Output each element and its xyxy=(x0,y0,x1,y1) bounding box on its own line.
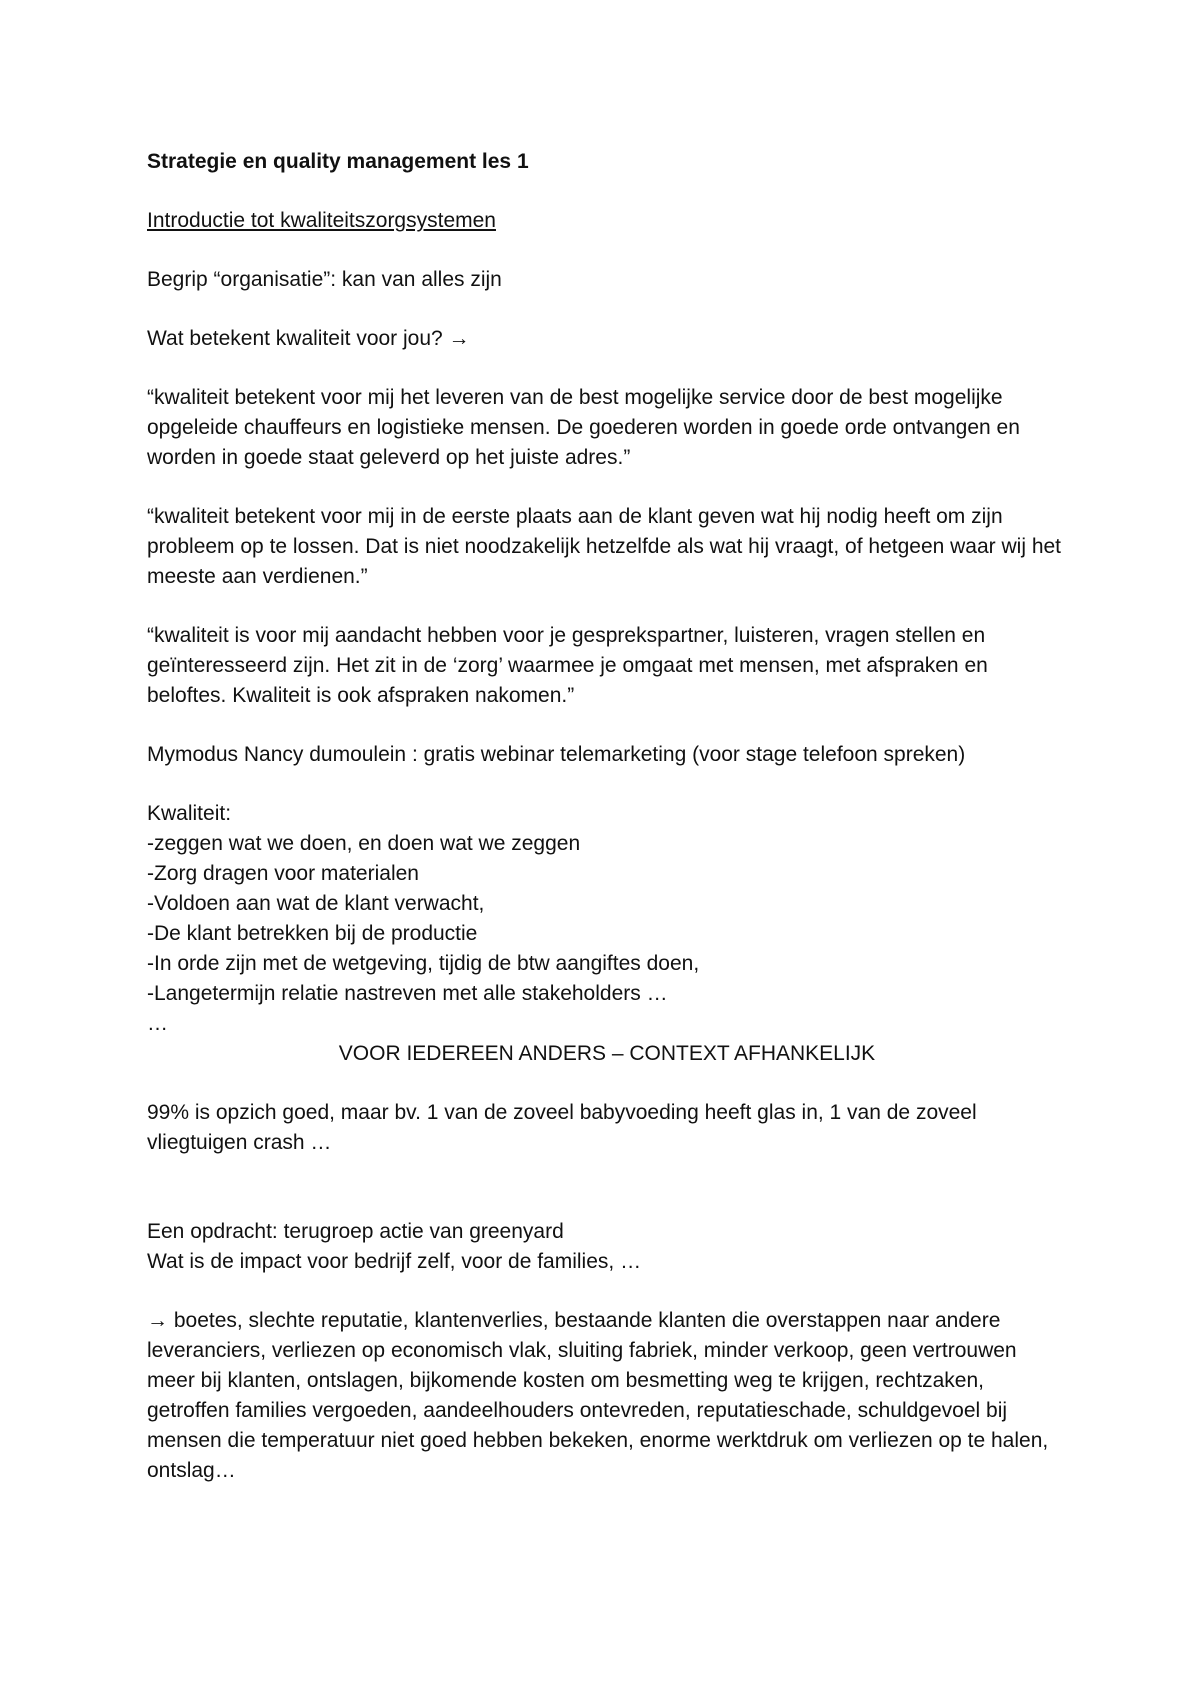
document-page xyxy=(147,147,1067,1486)
list-item: -Voldoen aan wat de klant verwacht, xyxy=(147,892,485,915)
context-center-line: VOOR IEDEREEN ANDERS – CONTEXT AFHANKELIJK xyxy=(338,1042,876,1065)
opdracht-line: Een opdracht: terugroep actie van greenyard xyxy=(147,1220,564,1243)
list-item: -Zorg dragen voor materialen xyxy=(147,862,419,885)
answer-paragraph: → boetes, slechte reputatie, klantenverlies, bestaande klanten die overstappen naar andere leveranciers, verliezen op economisch vlak, sluiting fabriek, minder verkoop, geen vertrouwen meer bij klanten, ontslagen, bijkomende kosten om besmetting weg te krijgen, rechtzaken, getroffen families vergoeden, aandeelhouders ontevreden, reputatieschade, schuldgevoel bij mensen die temperatuur niet goed hebben bekeken, enorme werktdruk om verliezen op te halen, ontslag… xyxy=(147,1309,1049,1482)
mymodus-paragraph: Mymodus Nancy dumoulein : gratis webinar telemarketing (voor stage telefoon spreken) xyxy=(147,743,966,766)
document-subtitle: Introductie tot kwaliteitszorgsystemen xyxy=(147,209,496,232)
kwaliteit-list xyxy=(147,799,1067,1039)
list-item: -zeggen wat we doen, en doen wat we zeggen xyxy=(147,832,581,855)
quote-paragraph-3: “kwaliteit is voor mij aandacht hebben voor je gesprekspartner, luisteren, vragen stellen en geïnteresseerd zijn. Het zit in de ‘zorg’ waarmee je omgaat met mensen, met afspraken en beloftes. Kwaliteit is ook afspraken nakomen.” xyxy=(147,624,988,707)
percent-paragraph: 99% is opzich goed, maar bv. 1 van de zoveel babyvoeding heeft glas in, 1 van de zoveel vliegtuigen crash … xyxy=(147,1101,977,1154)
document-title: Strategie en quality management les 1 xyxy=(147,150,529,173)
list-item: … xyxy=(147,1012,168,1035)
kwaliteit-heading: Kwaliteit: xyxy=(147,802,232,825)
list-item: -De klant betrekken bij de productie xyxy=(147,922,478,945)
impact-line: Wat is de impact voor bedrijf zelf, voor de families, … xyxy=(147,1250,642,1273)
list-item: -In orde zijn met de wetgeving, tijdig de btw aangiftes doen, xyxy=(147,952,700,975)
list-item: -Langetermijn relatie nastreven met alle stakeholders … xyxy=(147,982,668,1005)
begrip-paragraph: Begrip “organisatie”: kan van alles zijn xyxy=(147,268,502,291)
question-paragraph: Wat betekent kwaliteit voor jou? → xyxy=(147,327,470,350)
quote-paragraph-2: “kwaliteit betekent voor mij in de eerste plaats aan de klant geven wat hij nodig heeft om zijn probleem op te lossen. Dat is niet noodzakelijk hetzelfde als wat hij vraagt, of hetgeen waar wij het meeste aan verdienen.” xyxy=(147,505,1062,588)
quote-paragraph-1: “kwaliteit betekent voor mij het leveren van de best mogelijke service door de best mogelijke opgeleide chauffeurs en logistieke mensen. De goederen worden in goede orde ontvangen en worden in goede staat geleverd op het juiste adres.” xyxy=(147,386,1020,469)
